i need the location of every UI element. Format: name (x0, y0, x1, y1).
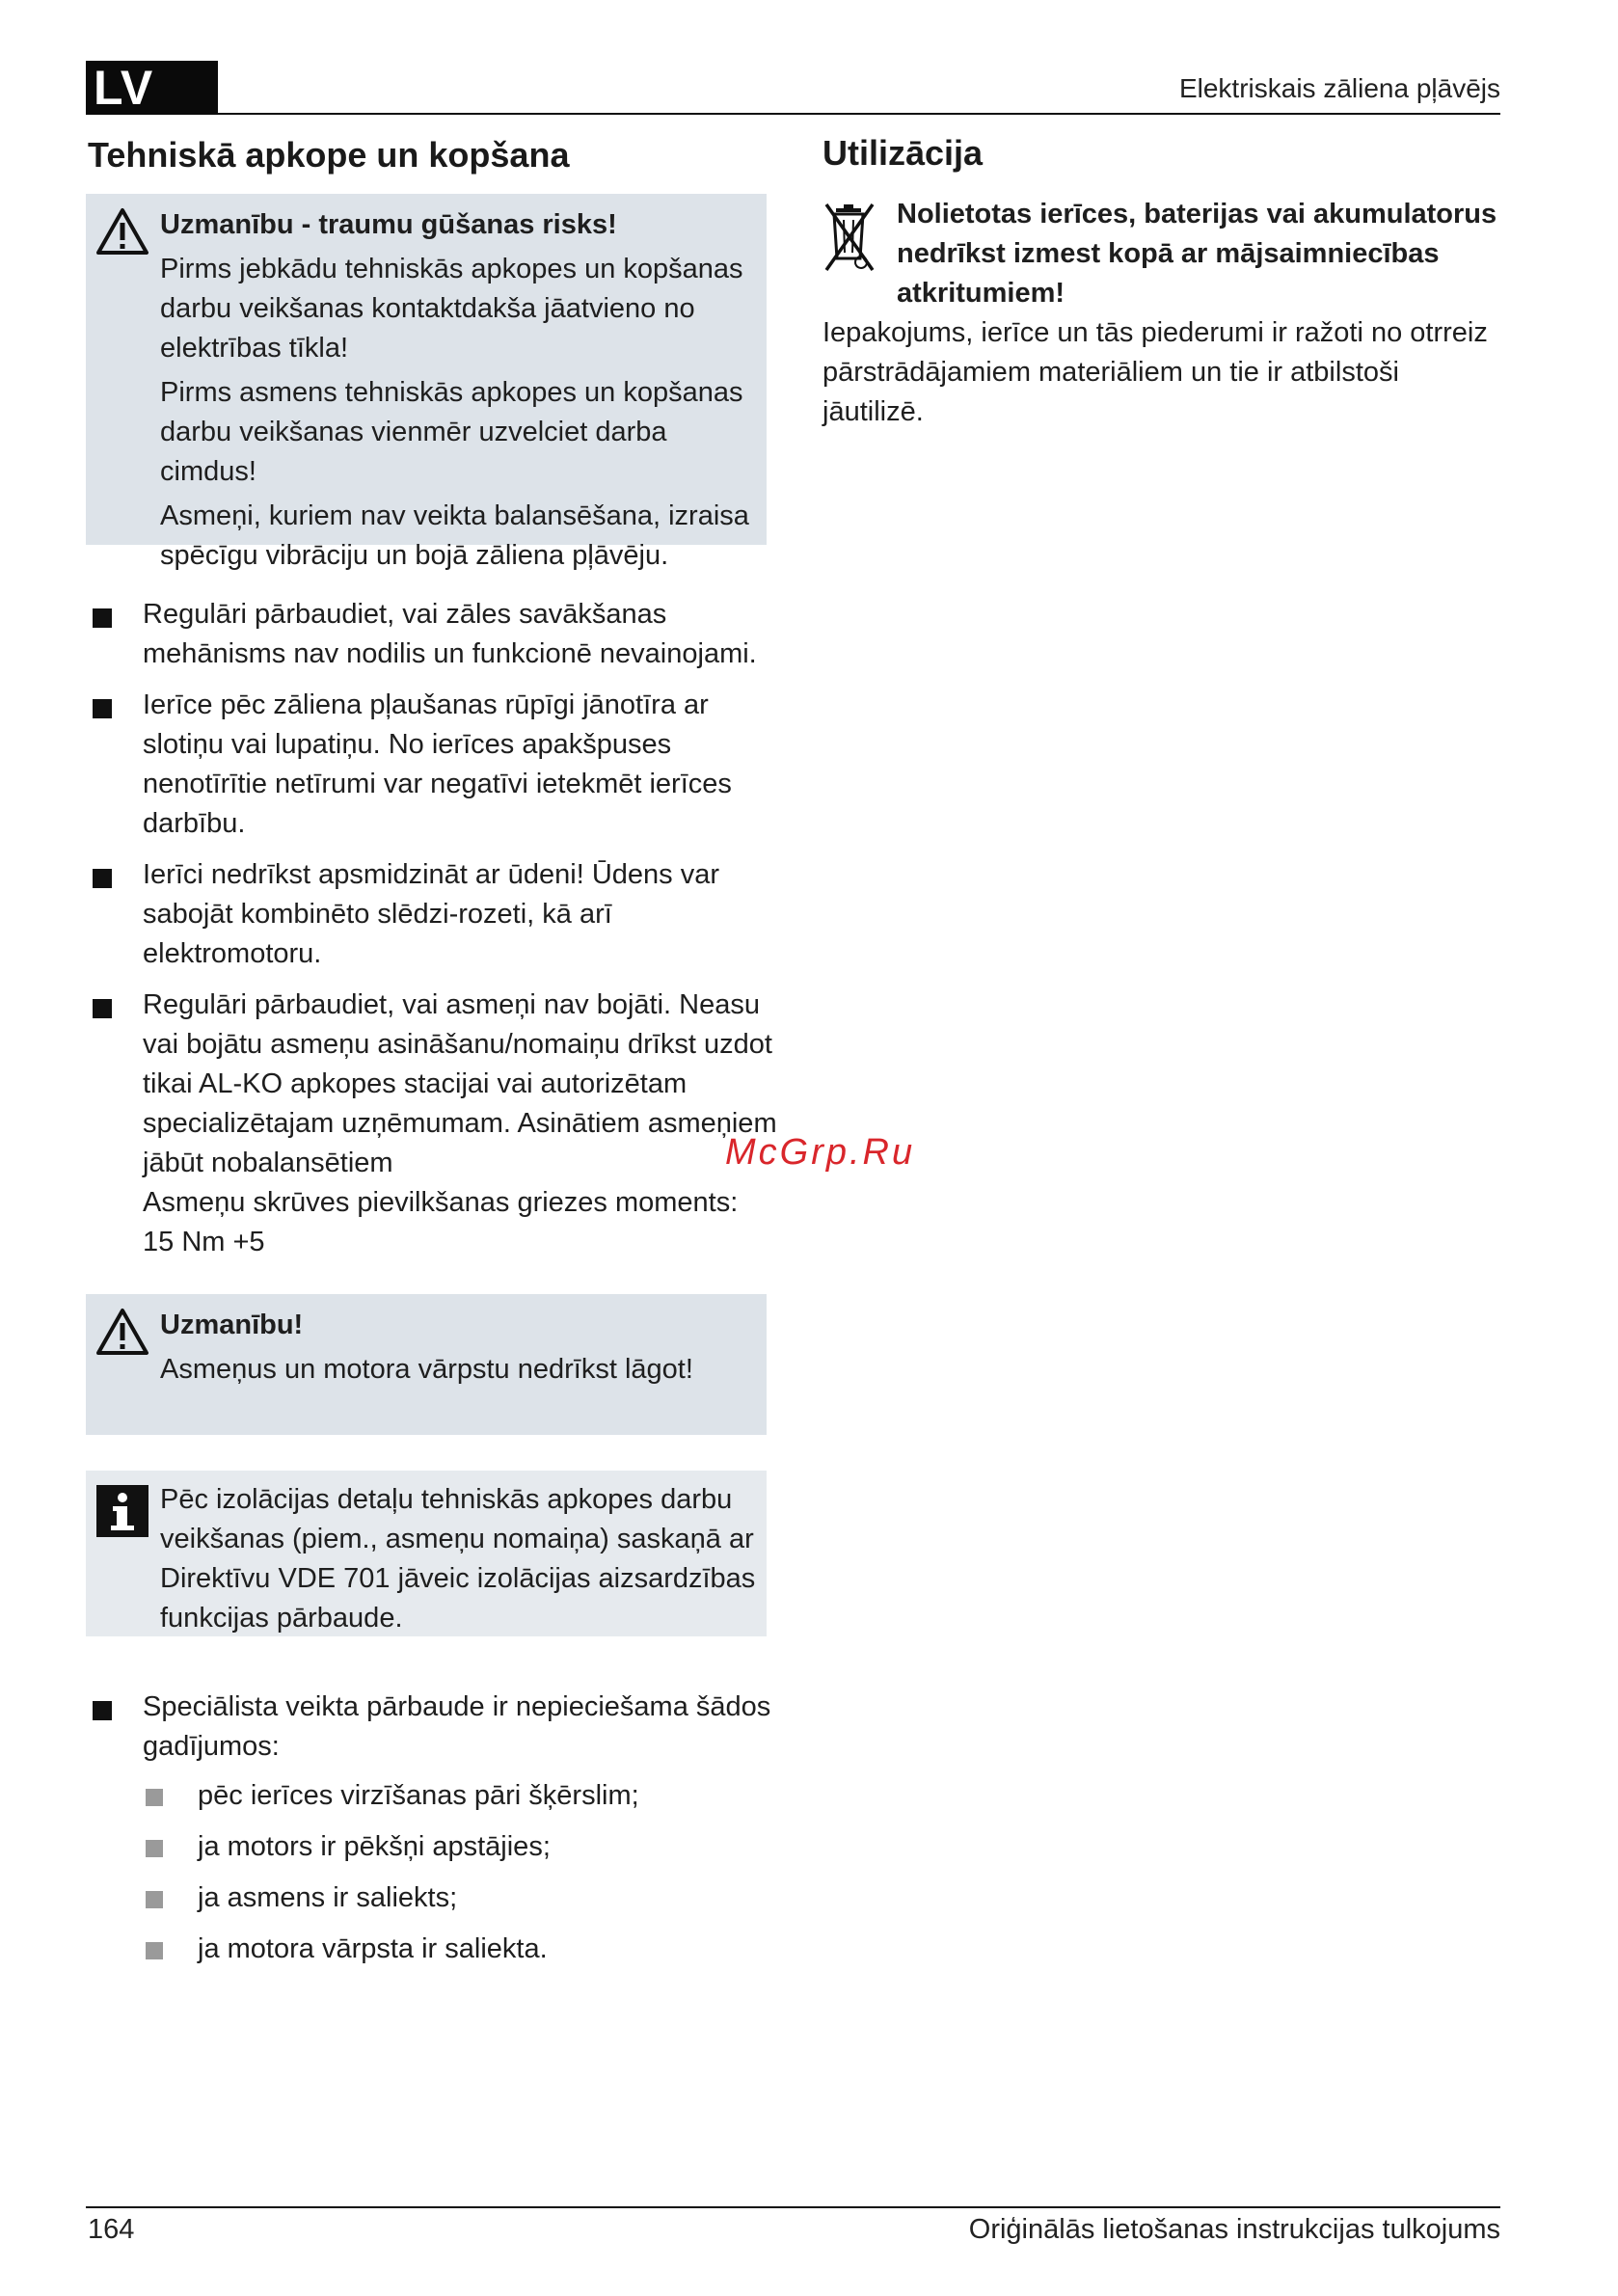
sub-list-item: ja motors ir pēkšņi apstājies; (143, 1827, 780, 1867)
disposal-text: Iepakojums, ierīce un tās piederumi ir ražoti no otrreiz pārstrādājamiem materiāliem un tie ir atbilstoši jāutilizē. (822, 317, 1488, 427)
bullet-square-icon (93, 1701, 112, 1720)
bullet-square-icon (93, 999, 112, 1018)
sub-bullet-square-icon (146, 1891, 163, 1908)
header-title: Elektriskais zāliena pļāvējs (1178, 73, 1500, 103)
specialist-bullet-list (86, 1688, 780, 1981)
warning-triangle-icon (95, 207, 149, 260)
warning-text: Asmeņus un motora vārpstu nedrīkst lāgot! (160, 1354, 693, 1385)
footer-title: Oriģinālās lietošanas instrukcijas tulkojums (968, 2214, 1500, 2245)
watermark: McGrp.Ru (725, 1132, 916, 1173)
list-item: Regulāri pārbaudiet, vai zāles savākšanas mehānisms nav nodilis un funkcionē nevainojami. (86, 595, 780, 674)
page-number: 164 (88, 2214, 135, 2245)
specialist-sub-list (143, 1776, 780, 1969)
crossed-bin-icon (822, 201, 876, 279)
disposal-warning-text: Nolietotas ierīces, baterijas vai akumulatorus nedrīkst izmest kopā ar mājsaimniecības atkritumiem! (897, 199, 1497, 309)
section-title-maintenance: Tehniskā apkope un kopšana (88, 135, 570, 175)
list-item: Regulāri pārbaudiet, vai asmeņi nav bojāti. Neasu vai bojātu asmeņu asināšanu/nomaiņu drīkst uzdot tikai AL-KO apkopes stacijai vai autorizētam specializētajam uzņēmumam. Asinātiem asmeņiem jābūt nobalansētiem Asmeņu skrūves pievilkšanas griezes moments: 15 Nm +5 (86, 986, 780, 1262)
warning-box-blades (86, 1294, 767, 1435)
disposal-section (822, 195, 1497, 432)
torque-value: 15 Nm +5 (143, 1227, 265, 1257)
info-icon (95, 1484, 149, 1543)
maintenance-bullet-list (86, 595, 780, 1274)
sub-list-item: ja motora vārpsta ir saliekta. (143, 1930, 780, 1969)
sub-list-item: ja asmens ir saliekts; (143, 1878, 780, 1918)
warning-paragraph: Asmeņi, kuriem nav veikta balansēšana, izraisa spēcīgu vibrāciju un bojā zāliena pļāvēju. (160, 500, 749, 571)
bullet-square-icon (93, 608, 112, 628)
section-title-disposal: Utilizācija (822, 133, 984, 173)
sub-bullet-square-icon (146, 1942, 163, 1959)
torque-label: Asmeņu skrūves pievilkšanas griezes moments: (143, 1187, 739, 1218)
list-item: Ierīce pēc zāliena pļaušanas rūpīgi jānotīra ar slotiņu vai lupatiņu. No ierīces apakšpuses nenotīrītie netīrumi var negatīvi ietekmēt ierīces darbību. (86, 686, 780, 844)
footer-rule (86, 2206, 1500, 2208)
sub-bullet-square-icon (146, 1789, 163, 1806)
list-item: Speciālista veikta pārbaude ir nepieciešama šādos gadījumos: pēc ierīces virzīšanas pāri šķērslim; ja motors ir pēkšņi apstājies; ja asmens ir saliekts; ja motora vārpsta ir saliekta. (86, 1688, 780, 1969)
info-text: Pēc izolācijas detaļu tehniskās apkopes darbu veikšanas (piem., asmeņu nomaiņa) saskaņā ar Direktīvu VDE 701 jāveic izolācijas aizsardzības funkcijas pārbaude. (160, 1484, 756, 1634)
bullet-square-icon (93, 699, 112, 718)
warning-triangle-icon (95, 1308, 149, 1361)
warning-heading: Uzmanību - traumu gūšanas risks! (160, 209, 617, 240)
list-item: Ierīci nedrīkst apsmidzināt ar ūdeni! Ūdens var sabojāt kombinēto slēdzi-rozeti, kā arī elektromotoru. (86, 855, 780, 974)
info-box-insulation (86, 1471, 767, 1636)
disposal-warning (822, 195, 1497, 313)
warning-paragraph: Pirms asmens tehniskās apkopes un kopšanas darbu veikšanas vienmēr uzvelciet darba cimdus! (160, 377, 743, 487)
sub-bullet-square-icon (146, 1840, 163, 1857)
bullet-square-icon (93, 869, 112, 888)
header-rule (218, 113, 1500, 115)
warning-paragraph: Pirms jebkādu tehniskās apkopes un kopšanas darbu veikšanas kontaktdakša jāatvieno no elektrības tīkla! (160, 254, 743, 364)
warning-heading: Uzmanību! (160, 1310, 304, 1340)
warning-box-injury (86, 194, 767, 571)
sub-list-item: pēc ierīces virzīšanas pāri šķērslim; (143, 1776, 780, 1816)
language-tab: LV (86, 61, 218, 115)
